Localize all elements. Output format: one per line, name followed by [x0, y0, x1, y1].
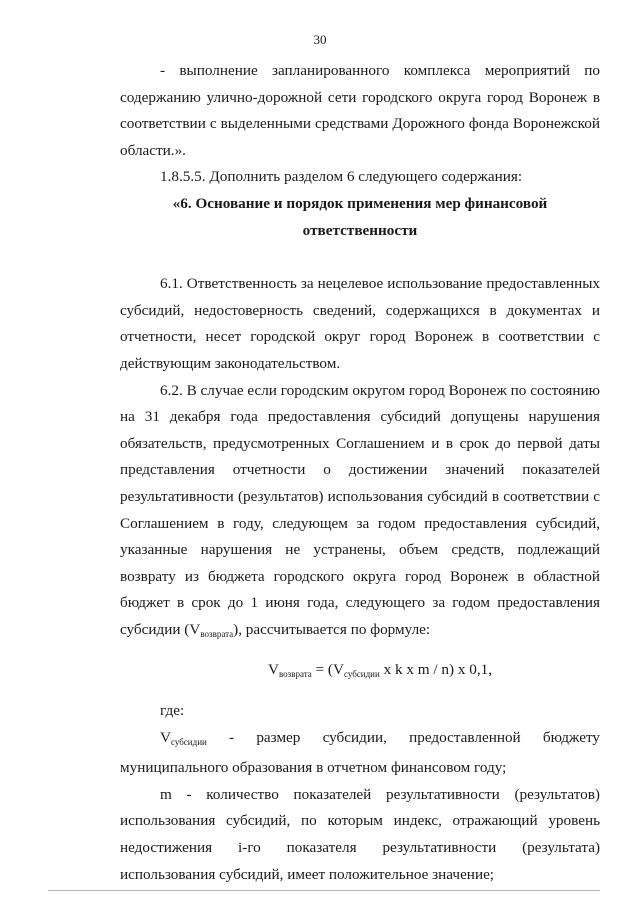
- formula-lhs-subscript: возврата: [278, 669, 312, 680]
- section-6-heading-line2: ответственности: [302, 221, 418, 239]
- definition-v-text: - размер субсидии, предоставленной бюджету муниципального образования в отчетном финансовом году;: [120, 728, 600, 777]
- footer-divider: [48, 890, 600, 891]
- paragraph-6-1: 6.1. Ответственность за нецелевое использование предоставленных субсидий, недостоверность сведений, содержащихся в документах и отчетности, несет городской округ город Воронеж в соответствии с действующим законодательством.: [120, 275, 600, 372]
- formula-rhs-subscript: субсидии: [343, 669, 380, 680]
- paragraph-6-2-tail: ), рассчитывается по формуле:: [233, 620, 431, 638]
- formula-lhs-symbol: V: [267, 661, 279, 679]
- definition-v-symbol: V: [160, 728, 171, 746]
- refund-formula: [120, 657, 600, 688]
- document-body: [120, 58, 600, 888]
- formula-equals: = (V: [311, 661, 344, 679]
- paragraph-road-network: - выполнение запланированного комплекса мероприятий по содержанию улично-дорожной сети городского округа город Воронеж в соответствии с выделенными средствами Дорожного фонда Воронежской области.».: [120, 62, 600, 159]
- paragraph-6-2: [120, 378, 600, 648]
- page-number: 30: [313, 32, 327, 47]
- where-label: где:: [160, 702, 185, 720]
- section-6-heading-line1: «6. Основание и порядок применения мер финансовой: [172, 194, 548, 212]
- definition-v-subscript: субсидии: [170, 736, 207, 747]
- spacer: [120, 244, 600, 271]
- definition-m: m - количество показателей результативности (результатов) использования субсидий, по которым индекс, отражающий уровень недостижения i-го показателя результативности (результата) использования субсидий, имеет положительное значение;: [120, 785, 600, 883]
- paragraph-amendment-1-8-5-5: 1.8.5.5. Дополнить разделом 6 следующего содержания:: [160, 168, 523, 186]
- definition-v-subsidy: [120, 725, 600, 782]
- subscript-vozvrata: возврата: [200, 628, 234, 639]
- paragraph-6-2-text: 6.2. В случае если городским округом город Воронеж по состоянию на 31 декабря года предоставления субсидий допущены нарушения обязательств, предусмотренных Соглашением и в срок до первой даты представления отчетности о достижении значений показателей результативности (результатов) использования субсидий в соответствии с Соглашением в году, следующем за годом предоставления субсидий, указанные нарушения не устранены, объем средств, подлежащий возврату из бюджета городского округа город Воронеж в областной бюджет в срок до 1 июня года, следующего за годом предоставления субсидии (V: [120, 381, 600, 638]
- formula-rhs-rest: x k x m / n) x 0,1,: [379, 661, 493, 679]
